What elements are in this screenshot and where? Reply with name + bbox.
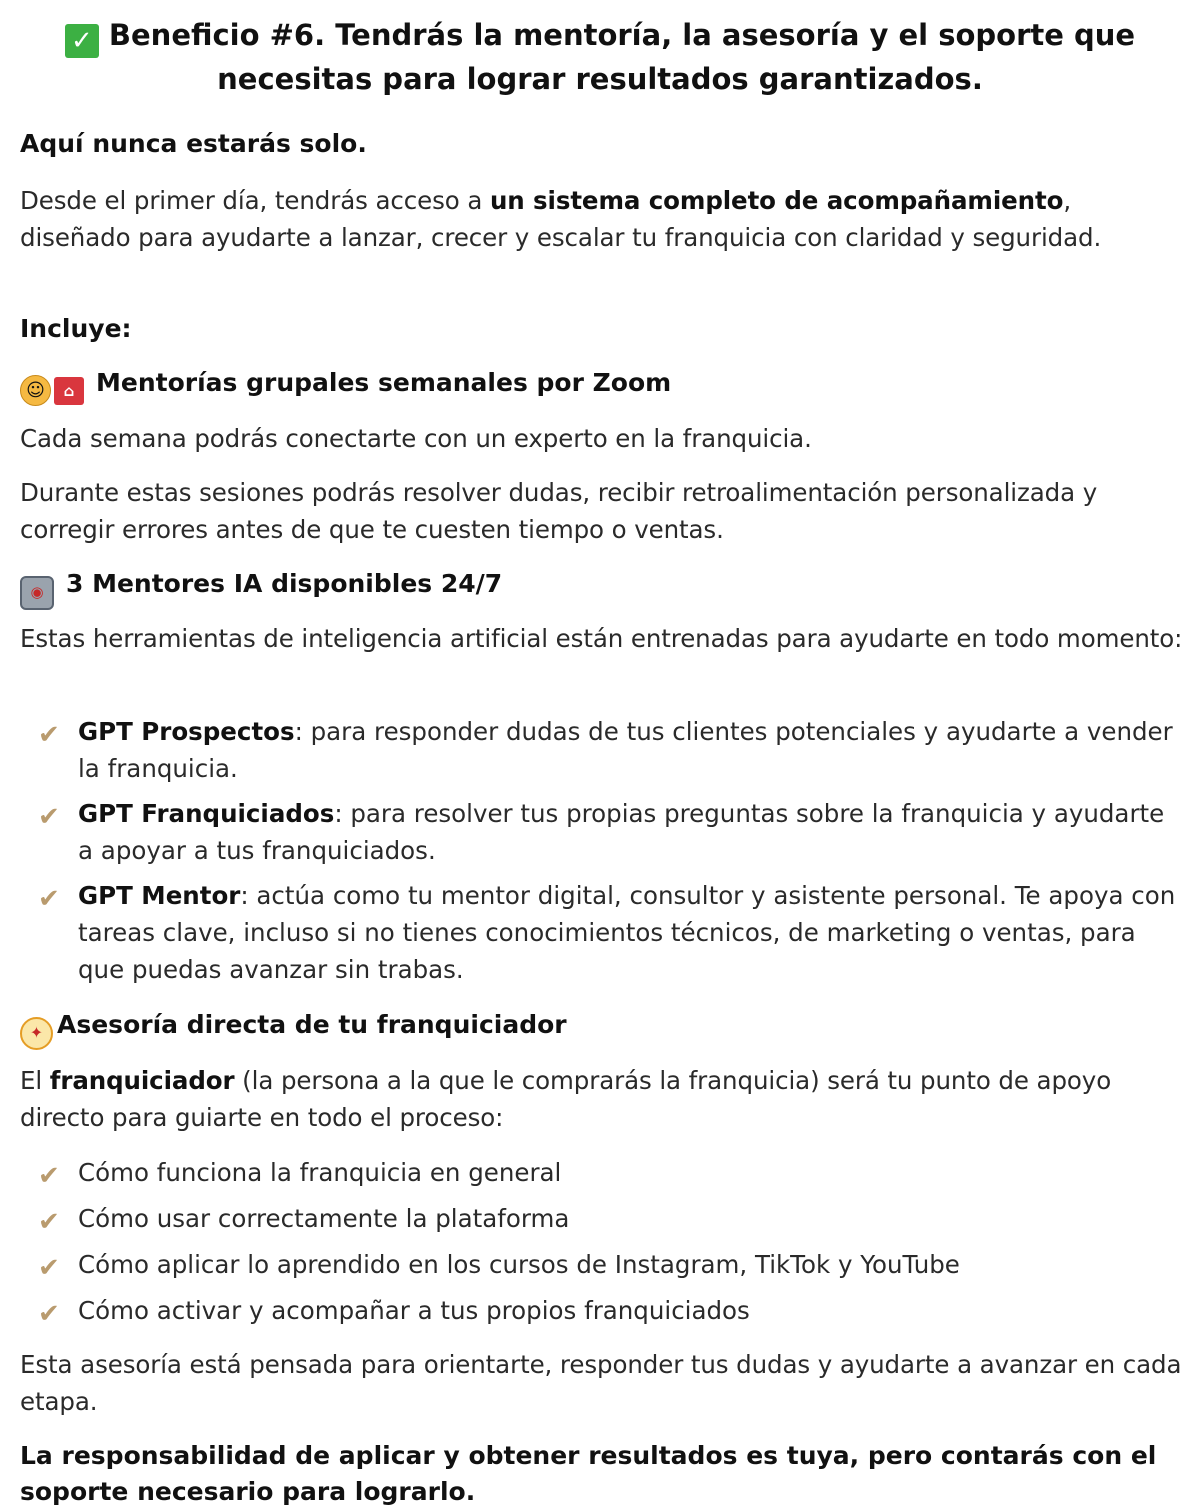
check-icon: ✔ xyxy=(38,1299,60,1329)
check-icon: ✔ xyxy=(38,1207,60,1237)
includes-label: Incluye: xyxy=(20,314,132,343)
list-item: ✔ Cómo aplicar lo aprendido en los cursos de Instagram, TikTok y YouTube xyxy=(34,1246,1186,1283)
student-face-icon: ☺ xyxy=(20,375,51,406)
check-icon: ✔ xyxy=(38,1161,60,1191)
zoom-paragraph-2: Durante estas sesiones podrás resolver dudas, recibir retroalimentación personalizada y corregir errores antes de que te cuesten tiempo o ventas. xyxy=(20,478,1098,544)
list-item: ✔ GPT Prospectos: para responder dudas de tus clientes potenciales y ayudarte a vender la franquicia. xyxy=(38,717,1173,783)
intro-paragraph: Desde el primer día, tendrás acceso a un sistema completo de acompañamiento, diseñado para ayudarte a lanzar, crecer y escalar tu franquicia con claridad y seguridad. xyxy=(20,186,1102,252)
list-item: ✔ Cómo activar y acompañar a tus propios franquiciados xyxy=(34,1292,1186,1329)
check-icon: ✔ xyxy=(38,720,60,750)
robot-icon: ◉ xyxy=(20,576,54,610)
franchisor-intro: El franquiciador (la persona a la que le comprarás la franquicia) será tu punto de apoyo directo para guiarte en todo el proceso: xyxy=(20,1066,1112,1132)
check-icon: ✔ xyxy=(38,884,60,914)
check-icon: ✔ xyxy=(38,802,60,832)
ai-mentors-intro: Estas herramientas de inteligencia artificial están entrenadas para ayudarte en todo momento: xyxy=(20,624,1183,653)
compass-icon: ✦ xyxy=(20,1017,53,1050)
list-item: ✔ Cómo usar correctamente la plataforma xyxy=(34,1200,1186,1237)
list-item: ✔ GPT Mentor: actúa como tu mentor digital, consultor y asistente personal. Te apoya con tareas clave, incluso si no tienes conocimientos técnicos, de marketing o ventas, para que puedas avanzar sin trabas. xyxy=(38,881,1176,984)
franchisor-list xyxy=(34,1154,1186,1329)
section-heading-zoom: ☺ ⌂ Mentorías grupales semanales por Zoom xyxy=(20,366,1186,406)
final-statement: La responsabilidad de aplicar y obtener resultados es tuya, pero contarás con el soporte necesario para lograrlo. xyxy=(20,1441,1157,1506)
check-icon: ✔ xyxy=(38,1253,60,1283)
zoom-paragraph-1: Cada semana podrás conectarte con un experto en la franquicia. xyxy=(20,424,812,453)
section-heading-ai-mentors: ◉ 3 Mentores IA disponibles 24/7 xyxy=(20,567,1186,610)
page-title: ✓ Beneficio #6. Tendrás la mentoría, la asesoría y el soporte que necesitas para lograr resultados garantizados. xyxy=(40,14,1160,101)
list-item: ✔ GPT Franquiciados: para resolver tus propias preguntas sobre la franquicia y ayudarte a apoyar a tus franquiciados. xyxy=(38,799,1165,865)
subtitle: Aquí nunca estarás solo. xyxy=(20,129,367,158)
school-icon: ⌂ xyxy=(54,377,84,405)
ai-mentors-list xyxy=(34,713,1186,988)
section-heading-franchisor: ✦ Asesoría directa de tu franquiciador xyxy=(20,1008,1186,1050)
check-mark-icon: ✓ xyxy=(65,24,99,58)
franchisor-closing: Esta asesoría está pensada para orientarte, responder tus dudas y ayudarte a avanzar en cada etapa. xyxy=(20,1350,1182,1416)
list-item: ✔ Cómo funciona la franquicia en general xyxy=(34,1154,1186,1191)
